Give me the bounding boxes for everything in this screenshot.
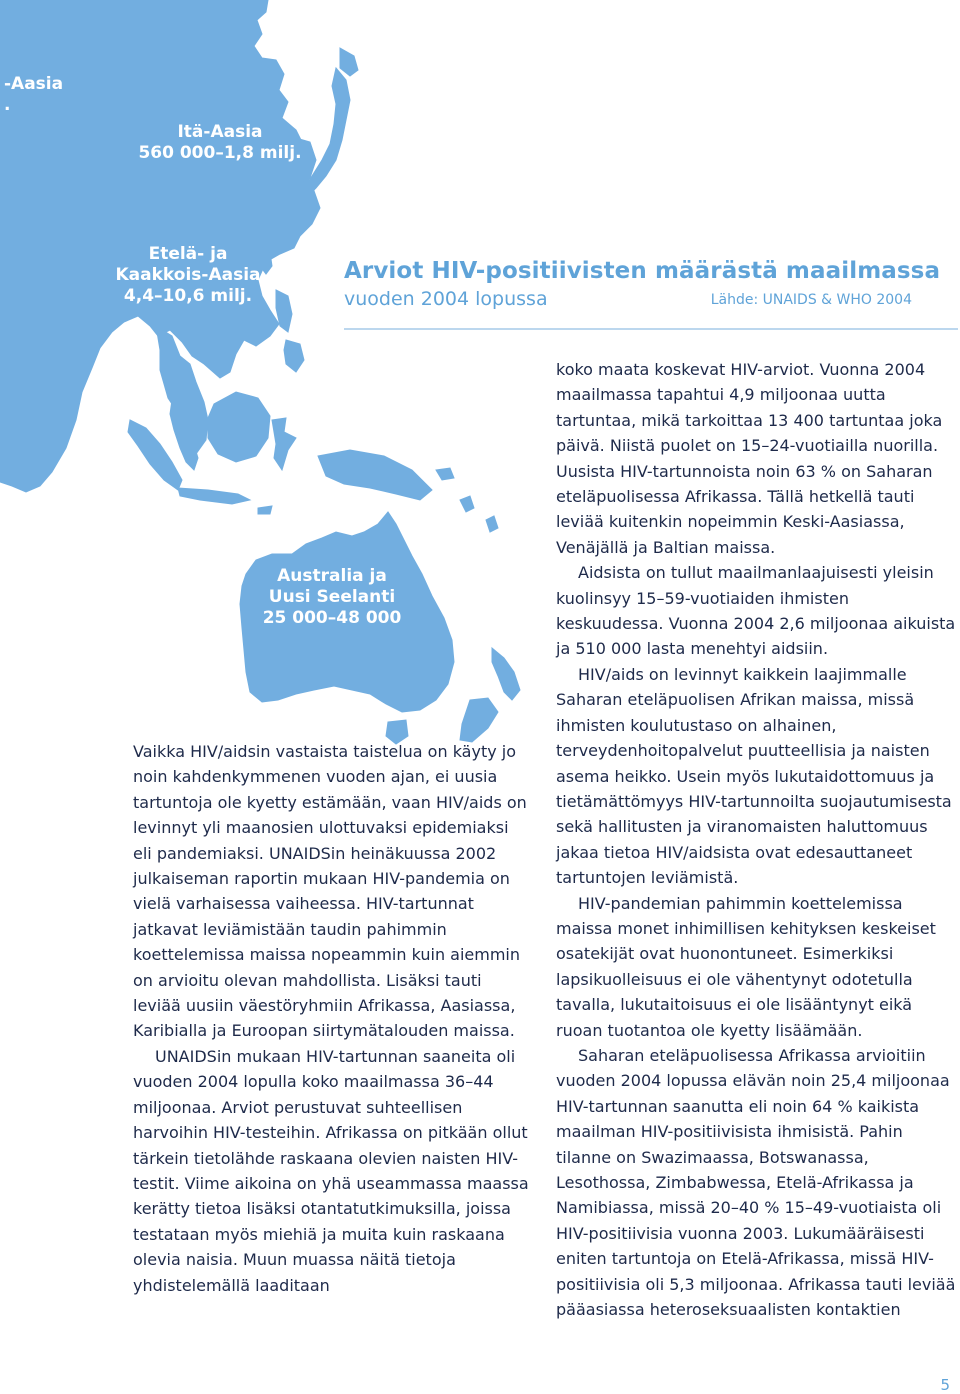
page-number: 5 bbox=[940, 1376, 950, 1394]
heading-divider bbox=[344, 328, 958, 330]
heading-subrow bbox=[344, 288, 912, 314]
map-label-ita-aasia-text: Itä-Aasia 560 000–1,8 milj. bbox=[138, 122, 302, 163]
philippines-mindanao-shape bbox=[284, 340, 304, 372]
map-label-australia bbox=[232, 566, 432, 629]
map-label-asia-text: -Aasia . bbox=[4, 74, 64, 115]
new-zealand-north-shape bbox=[492, 648, 520, 700]
borneo-shape bbox=[208, 392, 270, 462]
paragraph: Vaikka HIV/aidsin vastaista taistelua on käyty jo noin kahdenkymmenen vuoden ajan, ei uusia tartuntoja ole kyetty estämään, vaan HIV/aids on levinnyt yli maanosien ulottuvaksi epidemiaksi eli pandemiaksi. UNAIDSin heinäkuussa 2002 julkaiseman raportin mukaan HIV-pandemia on vielä varhaisessa vaiheessa. HIV-tartunnat jatkavat leviämistään taudin pahimmin koettelemissa maissa nopeammin kuin aiemmin on arvioitu olevan mahdollista. Lisäksi tauti leviää uusiin väestöryhmiin Afrikassa, Aasiassa, Karibialla ja Euroopan siirtymätalouden maissa. bbox=[133, 742, 527, 1041]
new-guinea-shape bbox=[318, 450, 432, 500]
paragraph: koko maata koskevat HIV-arviot. Vuonna 2004 maailmassa tapahtui 4,9 miljoonaa uutta tartuntaa, mikä tarkoittaa 13 400 tartuntaa joka päivä. Niistä puolet on 15–24-vuotiailla nuorilla. Uusista HIV-tartunnoista noin 63 % on Saharan eteläpuolisessa Afrikassa. Tällä hetkellä tauti leviää kuitenkin nopeimmin Keski-Aasiassa, Venäjällä ja Baltian maissa. bbox=[556, 360, 943, 557]
sulawesi-shape bbox=[272, 418, 296, 470]
paragraph: HIV/aids on levinnyt kaikkein laajimmalle Saharan eteläpuolisen Afrikan maissa, missä ihmisten koulutustaso on alhainen, terveydenhoitopalvelut puutteellisia ja naisten asema heikko. Usein myös lukutaidottomuus ja tietämättömyys HIV-tartunnoilta suojautumisesta sekä hallitusten ja viranomaisten haluttomuus jakaa tietoa HIV/aidsista ovat edesauttaneet tartuntojen leviämistä. bbox=[556, 664, 952, 888]
map-label-etela-ja-kaakkois-aasia bbox=[88, 244, 288, 307]
paragraph: Saharan eteläpuolisessa Afrikassa arvioitiin vuoden 2004 lopussa elävän noin 25,4 miljoonaa HIV-tartunnan saanutta eli noin 64 % kaikista maailman HIV-positiivisista ihmisistä. Pahin tilanne on Swazimaassa, Botswanassa, Lesothossa, Zimbabwessa, Etelä-Afrikassa ja Namibiassa, missä 20–40 % 15–49-vuotiaista oli HIV-positiivisia vuonna 2003. Lukumääräisesti eniten tartuntoja on Etelä-Afrikassa, missä HIV-positiivisia oli 5,3 miljoonaa. Afrikassa tauti leviää pääasiassa heteroseksuaalisten kontaktien bbox=[556, 1045, 956, 1320]
island-shape bbox=[258, 506, 272, 514]
island-shape bbox=[436, 468, 454, 480]
map-label-australia-text: Australia ja Uusi Seelanti 25 000–48 000 bbox=[262, 566, 402, 628]
paragraph: UNAIDSin mukaan HIV-tartunnan saaneita oli vuoden 2004 lopulla koko maailmassa 36–44 miljoonaa. Arviot perustuvat suhteellisen harvoihin HIV-testeihin. Afrikassa on pitkään ollut tärkein tietolähde raskaana olevien naisten HIV-testit. Viime aikoina on yhä useammassa maassa kerätty tietoa lisäksi otantatutkimuksilla, joissa testataan myös miehiä ja muita kuin raskaana olevia naisia. Muun muassa näitä tietoja yhdistelemällä laaditaan bbox=[133, 1046, 529, 1295]
heading-block bbox=[344, 258, 941, 314]
left-text-column bbox=[133, 739, 529, 1298]
hokkaido-shape bbox=[340, 48, 358, 76]
java-shape bbox=[178, 488, 250, 504]
island-shape bbox=[486, 516, 498, 532]
page-title: Arviot HIV-positiivisten määrästä maailmassa bbox=[344, 258, 941, 284]
map-label-ita-aasia bbox=[120, 122, 320, 164]
map-label-asia bbox=[4, 74, 63, 116]
source-note: Lähde: UNAIDS & WHO 2004 bbox=[710, 292, 912, 308]
new-zealand-south-shape bbox=[460, 698, 498, 742]
page-subtitle: vuoden 2004 lopussa bbox=[344, 288, 548, 310]
island-shape bbox=[460, 496, 474, 512]
paragraph: Aidsista on tullut maailmanlaajuisesti yleisin kuolinsyy 15–59-vuotiaiden ihmisten keskuudessa. Vuonna 2004 2,6 miljoonaa aikuista ja 510 000 lasta menehtyi aidsiin. bbox=[556, 563, 956, 659]
paragraph: HIV-pandemian pahimmin koettelemissa maissa monet inhimillisen kehityksen keskeiset osatekijät ovat huonontuneet. Esimerkiksi lapsikuolleisuus ei ole vähentynyt odotetulla tavalla, lukutaitoisuus ei ole lisääntynyt eikä ruoan tuotantoa ole kyetty lisäämään. bbox=[556, 893, 936, 1040]
map-label-etela-text: Etelä- ja Kaakkois-Aasia 4,4–10,6 milj. bbox=[115, 244, 261, 306]
right-text-column bbox=[556, 357, 956, 1322]
